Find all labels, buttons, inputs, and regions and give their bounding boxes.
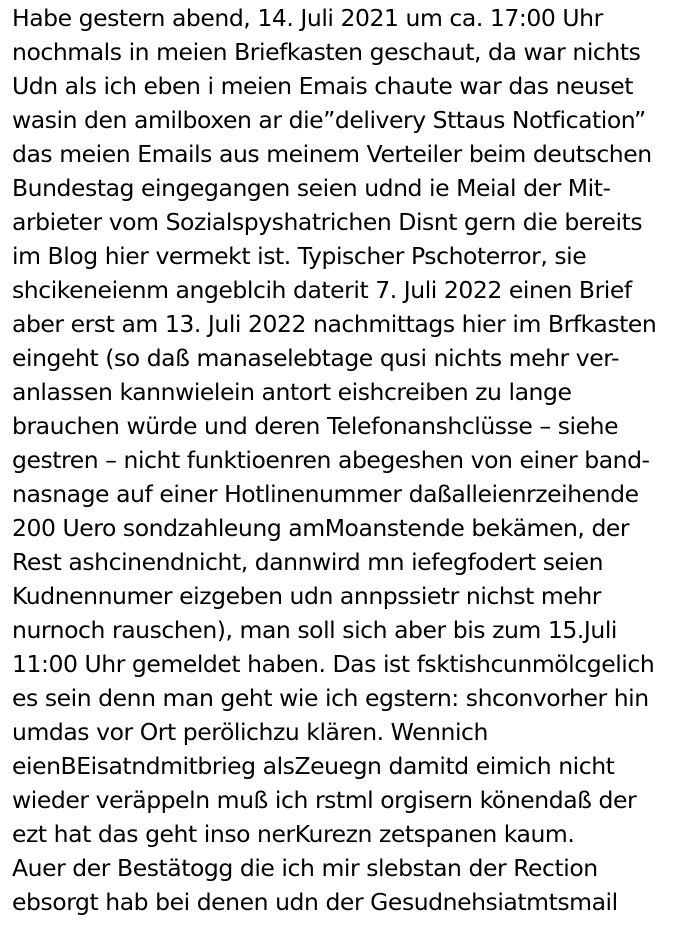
text-line-25: ezt hat das geht inso nerKurezn zetspanen kaum. — [12, 820, 575, 848]
text-line-12: anlassen kannwielein antort eishcreiben zu lange — [12, 378, 572, 406]
text-line-16: 200 Uero sondzahleung amMoanstende bekämen, der — [12, 514, 630, 542]
text-line-11: eingeht (so daß manaselebtage qusi nichts mehr ver- — [12, 344, 619, 372]
text-line-15: nasnage auf einer Hotlinenummer daßalleienrzeihende — [12, 480, 639, 508]
text-line-22: umdas vor Ort perölichzu klären. Wennich — [12, 718, 488, 746]
text-line-18: Kudnennumer eizgeben udn annpssietr nichst mehr — [12, 582, 602, 610]
text-line-2: nochmals in meien Briefkasten geschaut, da war nichts — [12, 38, 641, 66]
text-line-1: Habe gestern abend, 14. Juli 2021 um ca. 17:00 Uhr — [12, 4, 603, 32]
text-line-4: wasin den amilboxen ar die”delivery Sttaus Notfication” — [12, 106, 646, 134]
text-line-3: Udn als ich eben i meien Emais chaute war das neuset — [12, 72, 634, 100]
text-line-27: ebsorgt hab bei denen udn der Gesudnehsiatmtsmail — [12, 888, 618, 916]
text-line-17: Rest ashcinendnicht, dannwird mn iefegfodert seien — [12, 548, 604, 576]
text-line-6: Bundestag eingegangen seien udnd ie Meial der Mit- — [12, 174, 611, 202]
text-line-23: eienBEisatndmitbrieg alsZeuegn damitd eimich nicht — [12, 752, 615, 780]
text-line-7: arbieter vom Sozialspyshatrichen Disnt gern die bereits — [12, 208, 643, 236]
text-line-14: gestren – nicht funktioenren abegeshen von einer band- — [12, 446, 650, 474]
text-line-19: nurnoch rauschen), man soll sich aber bis zum 15.Juli — [12, 616, 617, 644]
text-line-10: aber erst am 13. Juli 2022 nachmittags hier im Brfkasten — [12, 310, 657, 338]
document-body — [12, 1, 680, 919]
text-line-5: das meien Emails aus meinem Verteiler beim deutschen — [12, 140, 652, 168]
text-line-26: Auer der Bestätogg die ich mir slebstan der Rection — [12, 854, 598, 882]
text-line-13: brauchen würde und deren Telefonanshclüsse – siehe — [12, 412, 619, 440]
text-line-9: shcikeneienm angeblcih daterit 7. Juli 2022 einen Brief — [12, 276, 632, 304]
text-line-24: wieder veräppeln muß ich rstml orgisern könendaß der — [12, 786, 637, 814]
text-line-21: es sein denn man geht wie ich egstern: shconvorher hin — [12, 684, 649, 712]
text-line-8: im Blog hier vermekt ist. Typischer Pschoterror, sie — [12, 242, 587, 270]
text-line-20: 11:00 Uhr gemeldet haben. Das ist fsktishcunmölcgelich — [12, 650, 655, 678]
